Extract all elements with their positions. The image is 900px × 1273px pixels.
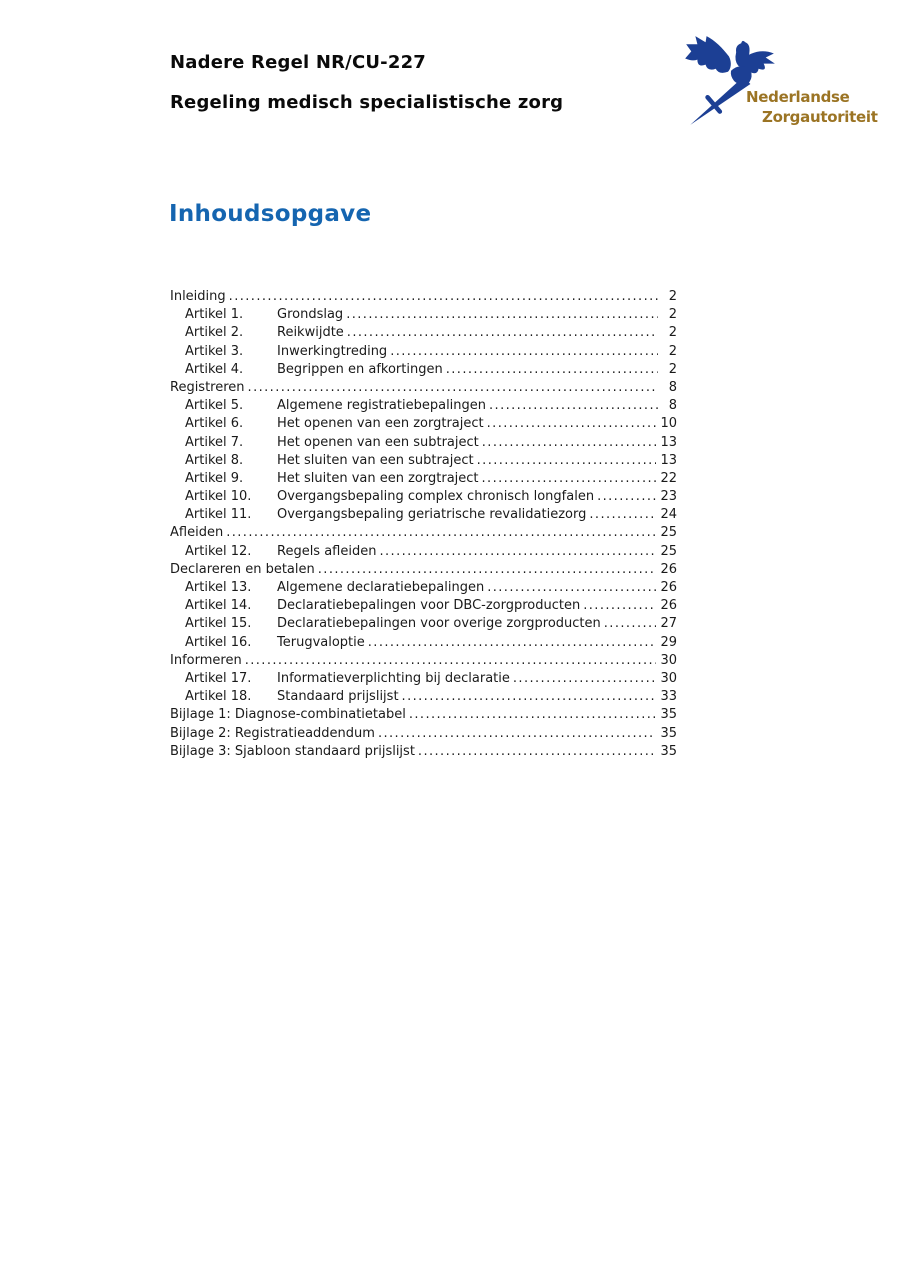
toc-entry-page: 10 bbox=[660, 416, 677, 432]
toc-entry-page: 29 bbox=[660, 634, 677, 650]
toc-entry-label: Artikel 5. bbox=[185, 398, 244, 414]
toc-entry[interactable] bbox=[170, 452, 677, 470]
toc-entry-page: 30 bbox=[660, 670, 677, 686]
toc-leader-dots bbox=[513, 670, 657, 688]
toc-leader-dots bbox=[318, 561, 657, 579]
document-title: Nadere Regel NR/CU-227 bbox=[170, 52, 427, 73]
toc-entry-label: Artikel 8. bbox=[185, 452, 244, 468]
toc-entry-title: Algemene registratiebepalingen bbox=[277, 398, 487, 414]
document-subtitle: Regeling medisch specialistische zorg bbox=[170, 92, 564, 113]
toc-entry[interactable] bbox=[170, 670, 677, 688]
toc-entry[interactable] bbox=[170, 324, 677, 342]
toc-entry-label: Artikel 10. bbox=[185, 489, 252, 505]
toc-entry-label: Artikel 15. bbox=[185, 616, 252, 632]
toc-entry-title: Grondslag bbox=[277, 307, 344, 323]
toc-heading: Inhoudsopgave bbox=[169, 201, 372, 227]
toc-entry[interactable] bbox=[170, 524, 677, 542]
toc-entry[interactable] bbox=[170, 579, 677, 597]
toc-entry-page: 2 bbox=[668, 361, 677, 377]
toc-entry-label: Artikel 17. bbox=[185, 670, 252, 686]
toc-entry-label: Artikel 4. bbox=[185, 361, 244, 377]
toc-entry-page: 22 bbox=[660, 470, 677, 486]
toc-entry-title: Informatieverplichting bij declaratie bbox=[277, 670, 510, 686]
toc-entry-title: Inwerkingtreding bbox=[277, 343, 388, 359]
toc-entry-title: Declaratiebepalingen voor overige zorgproducten bbox=[277, 616, 601, 632]
toc-leader-dots bbox=[229, 288, 658, 306]
toc-entry-label: Artikel 16. bbox=[185, 634, 252, 650]
toc-entry[interactable] bbox=[170, 597, 677, 615]
toc-leader-dots bbox=[409, 706, 657, 724]
toc-leader-dots bbox=[482, 470, 657, 488]
toc-entry[interactable] bbox=[170, 615, 677, 633]
toc-entry-page: 26 bbox=[660, 580, 677, 595]
toc-entry-label: Artikel 9. bbox=[185, 470, 244, 486]
toc-entry[interactable] bbox=[170, 470, 677, 488]
toc-entry[interactable] bbox=[170, 306, 677, 324]
nza-logo bbox=[678, 30, 883, 142]
toc-entry-title: Bijlage 3: Sjabloon standaard prijslijst bbox=[170, 743, 415, 759]
toc-leader-dots bbox=[368, 634, 657, 652]
toc-entry[interactable] bbox=[170, 397, 677, 415]
toc-entry-page: 26 bbox=[660, 598, 677, 614]
toc-entry-label: Artikel 1. bbox=[185, 307, 244, 323]
toc-entry[interactable] bbox=[170, 415, 677, 433]
toc-leader-dots bbox=[248, 379, 658, 397]
toc-entry-label: Artikel 3. bbox=[185, 343, 244, 359]
toc-entry-page: 35 bbox=[660, 707, 677, 723]
toc-leader-dots bbox=[446, 361, 658, 379]
toc-entry-title: Afleiden bbox=[170, 525, 224, 541]
toc-leader-dots bbox=[378, 725, 657, 743]
toc-entry[interactable] bbox=[170, 488, 677, 506]
toc-entry-page: 26 bbox=[660, 561, 677, 577]
toc-entry-label: Artikel 12. bbox=[185, 543, 252, 559]
toc-entry[interactable] bbox=[170, 288, 677, 306]
toc-entry-page: 25 bbox=[660, 525, 677, 541]
toc-entry[interactable] bbox=[170, 688, 677, 706]
toc-entry-page: 8 bbox=[668, 379, 677, 395]
toc-entry-page: 23 bbox=[660, 489, 677, 505]
toc-leader-dots bbox=[226, 524, 656, 542]
toc-entry-title: Declareren en betalen bbox=[170, 561, 315, 577]
toc-entry-page: 13 bbox=[660, 434, 677, 450]
toc-leader-dots bbox=[589, 506, 656, 524]
toc-entry-title: Het sluiten van een zorgtraject bbox=[277, 470, 479, 486]
toc-leader-dots bbox=[604, 615, 657, 633]
toc-entry[interactable] bbox=[170, 652, 677, 670]
toc-leader-dots bbox=[347, 324, 658, 342]
toc-entry-page: 13 bbox=[660, 452, 677, 468]
toc-leader-dots bbox=[379, 543, 656, 561]
toc-entry[interactable] bbox=[170, 634, 677, 652]
toc-entry-title: Informeren bbox=[170, 652, 242, 668]
toc-entry-page: 25 bbox=[660, 543, 677, 559]
toc-entry-label: Artikel 6. bbox=[185, 416, 244, 432]
toc-entry-page: 2 bbox=[668, 307, 677, 323]
toc-entry-title: Bijlage 2: Registratieaddendum bbox=[170, 725, 375, 741]
toc-list bbox=[170, 288, 677, 761]
toc-entry[interactable] bbox=[170, 725, 677, 743]
toc-entry-page: 2 bbox=[668, 289, 677, 304]
toc-entry-page: 27 bbox=[660, 616, 677, 632]
toc-entry-page: 33 bbox=[660, 689, 677, 705]
toc-leader-dots bbox=[583, 597, 656, 615]
toc-entry[interactable] bbox=[170, 434, 677, 452]
toc-entry-title: Het sluiten van een subtraject bbox=[277, 452, 474, 468]
toc-entry-title: Standaard prijslijst bbox=[277, 689, 399, 705]
toc-entry[interactable] bbox=[170, 743, 677, 761]
logo-org-line2: Zorgautoriteit bbox=[762, 108, 878, 126]
toc-entry-label: Artikel 2. bbox=[185, 325, 244, 341]
toc-entry-page: 30 bbox=[660, 652, 677, 668]
toc-entry[interactable] bbox=[170, 543, 677, 561]
toc-leader-dots bbox=[418, 743, 657, 761]
toc-leader-dots bbox=[346, 306, 658, 324]
toc-entry[interactable] bbox=[170, 706, 677, 724]
toc-entry-page: 24 bbox=[660, 507, 677, 523]
toc-entry-title: Registreren bbox=[170, 379, 245, 395]
toc-entry-title: Begrippen en afkortingen bbox=[277, 361, 443, 377]
toc-entry-page: 8 bbox=[668, 398, 677, 414]
toc-entry-label: Artikel 18. bbox=[185, 689, 252, 705]
toc-leader-dots bbox=[487, 579, 656, 597]
toc-entry-page: 35 bbox=[660, 743, 677, 759]
toc-leader-dots bbox=[597, 488, 656, 506]
toc-entry-title: Overgangsbepaling complex chronisch longfalen bbox=[277, 489, 595, 505]
toc-entry-title: Declaratiebepalingen voor DBC-zorgproducten bbox=[277, 598, 581, 614]
toc-entry[interactable] bbox=[170, 361, 677, 379]
toc-leader-dots bbox=[402, 688, 657, 706]
toc-entry-title: Algemene declaratiebepalingen bbox=[277, 580, 485, 595]
toc-entry-label: Artikel 14. bbox=[185, 598, 252, 614]
toc-entry-title: Inleiding bbox=[170, 289, 226, 304]
toc-leader-dots bbox=[390, 343, 658, 361]
toc-leader-dots bbox=[487, 415, 657, 433]
toc-leader-dots bbox=[489, 397, 658, 415]
toc-entry[interactable] bbox=[170, 506, 677, 524]
toc-entry-label: Artikel 13. bbox=[185, 580, 252, 595]
toc-leader-dots bbox=[245, 652, 657, 670]
toc-entry-title: Regels afleiden bbox=[277, 543, 377, 559]
toc-entry-label: Artikel 7. bbox=[185, 434, 244, 450]
toc-entry-title: Reikwijdte bbox=[277, 325, 344, 341]
toc-leader-dots bbox=[482, 434, 657, 452]
toc-leader-dots bbox=[477, 452, 657, 470]
toc-entry-page: 2 bbox=[668, 343, 677, 359]
toc-entry-title: Terugvaloptie bbox=[277, 634, 365, 650]
toc-entry-label: Artikel 11. bbox=[185, 507, 252, 523]
toc-entry-page: 2 bbox=[668, 325, 677, 341]
toc-entry[interactable] bbox=[170, 343, 677, 361]
toc-entry-page: 35 bbox=[660, 725, 677, 741]
toc-entry-title: Overgangsbepaling geriatrische revalidatiezorg bbox=[277, 507, 587, 523]
logo-org-line1: Nederlandse bbox=[746, 88, 850, 106]
toc-entry-title: Het openen van een subtraject bbox=[277, 434, 479, 450]
toc-entry-title: Bijlage 1: Diagnose-combinatietabel bbox=[170, 707, 406, 723]
toc-entry[interactable] bbox=[170, 561, 677, 579]
toc-entry-title: Het openen van een zorgtraject bbox=[277, 416, 484, 432]
toc-entry[interactable] bbox=[170, 379, 677, 397]
